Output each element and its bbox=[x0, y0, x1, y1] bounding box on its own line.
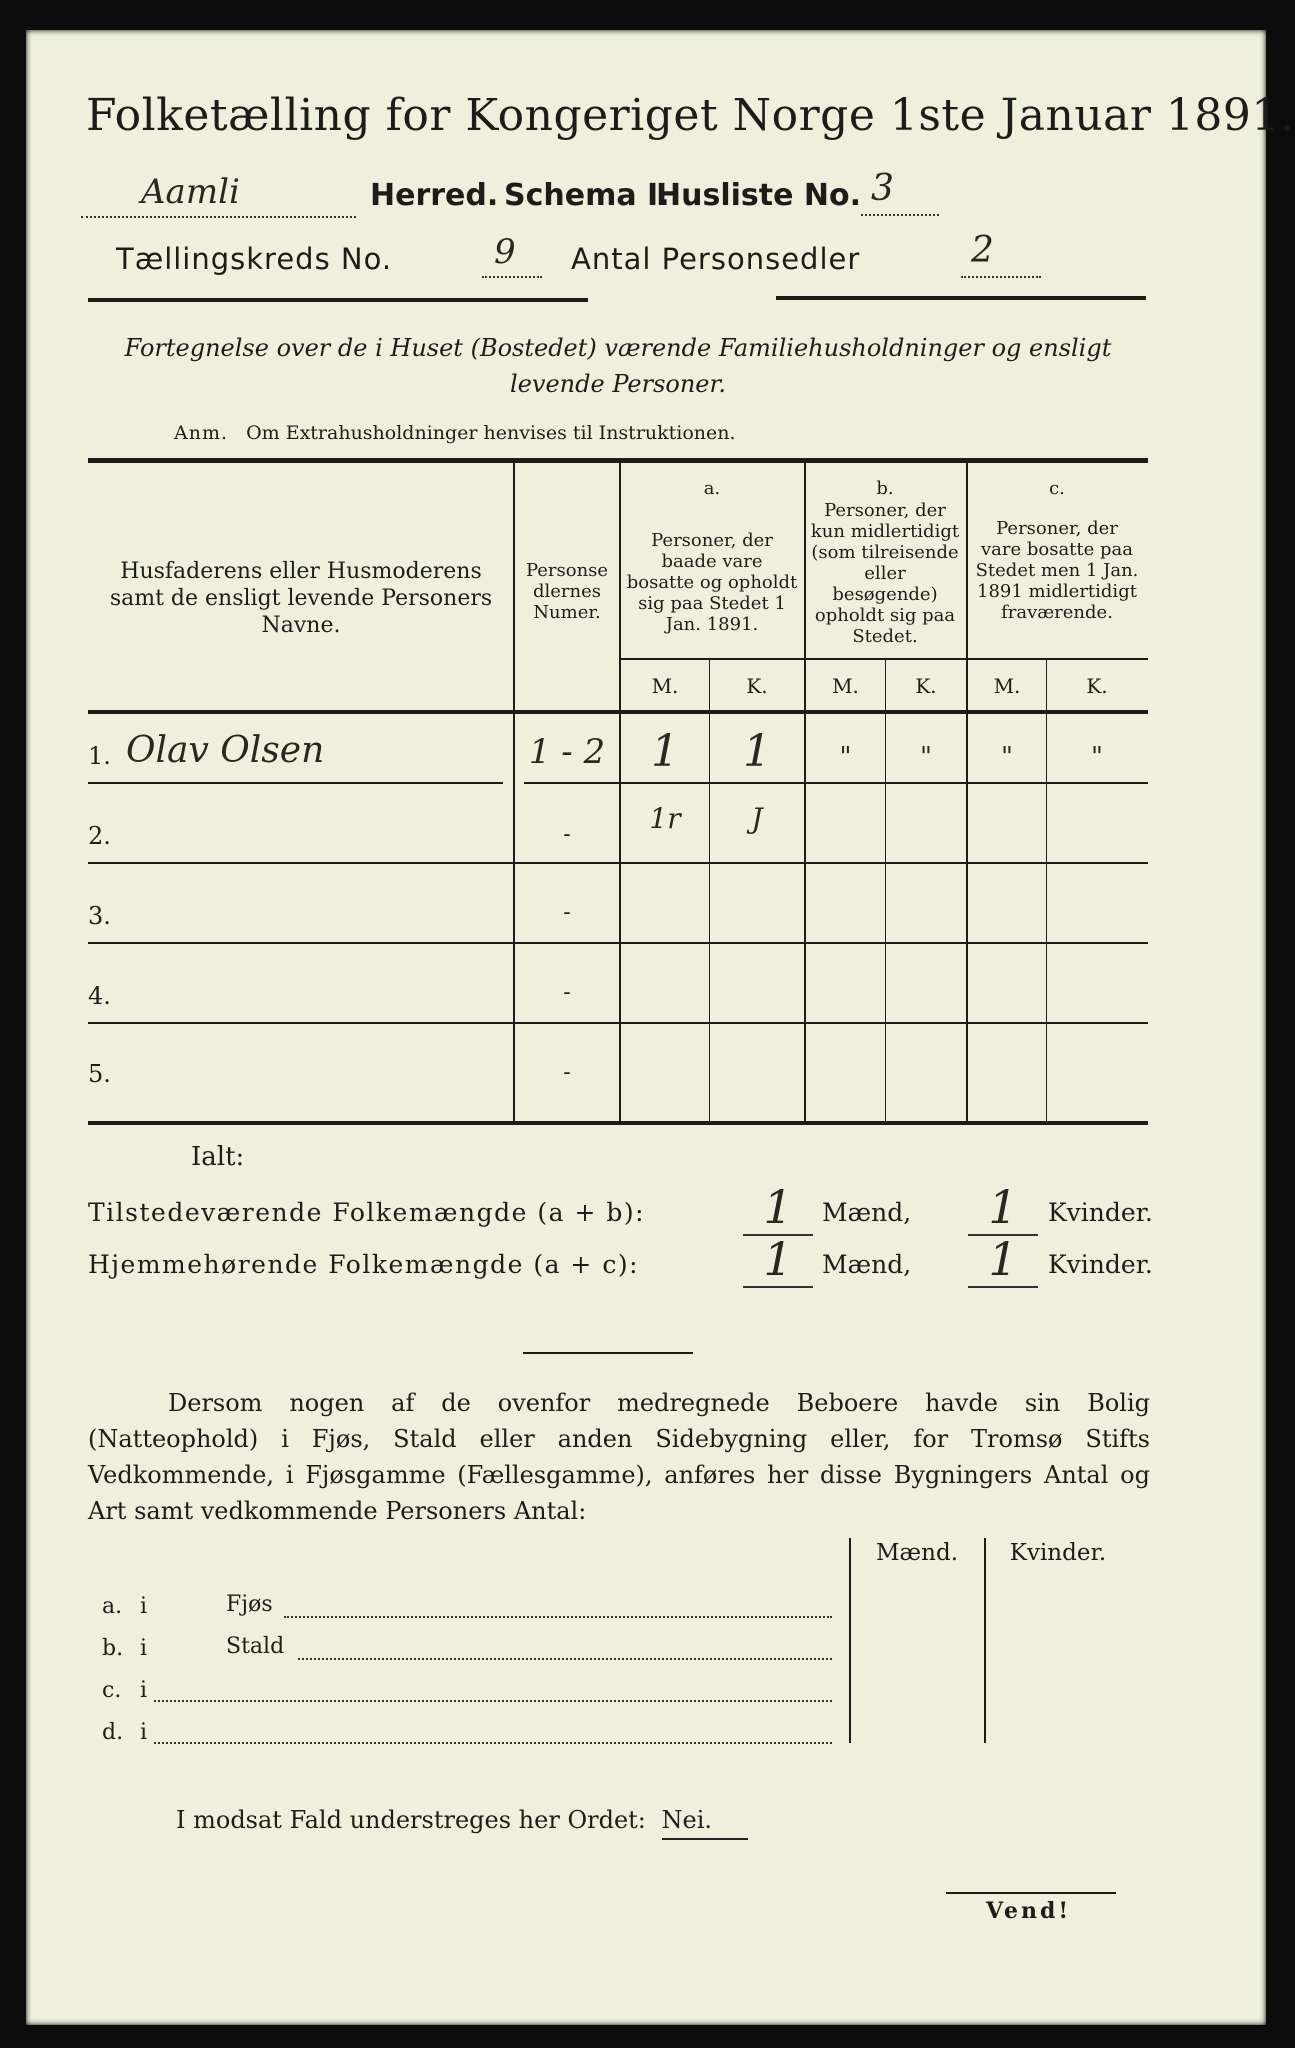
modsat-line bbox=[176, 1806, 748, 1834]
row-num: - bbox=[563, 822, 571, 847]
am-head: M. bbox=[651, 674, 679, 698]
row-bm: " bbox=[839, 742, 852, 772]
kreds-label: Tællingskreds No. bbox=[116, 242, 393, 276]
row-ak: J bbox=[751, 802, 763, 835]
anm-label: Anm. bbox=[174, 422, 229, 444]
col-divider bbox=[804, 463, 806, 1123]
anm-text: Om Extrahusholdninger henvises til Instruktionen. bbox=[246, 422, 736, 444]
row-cm: " bbox=[1001, 742, 1013, 772]
row-no: 1. bbox=[88, 742, 111, 770]
item-dots bbox=[154, 1740, 832, 1744]
item-i: i bbox=[140, 1678, 148, 1703]
schema-label: Schema I. bbox=[504, 178, 670, 213]
hjemme-k: 1 bbox=[968, 1232, 1038, 1288]
row-am: 1r bbox=[649, 802, 681, 835]
row-name: Olav Olsen bbox=[126, 730, 325, 771]
item-letter: a. bbox=[102, 1594, 123, 1619]
buildings-maend-head: Mænd. bbox=[875, 1540, 959, 1566]
item-i: i bbox=[140, 1594, 148, 1619]
buildings-divider bbox=[849, 1538, 851, 1743]
hjemme-label: Hjemmehørende Folkemængde (a + c): bbox=[88, 1250, 639, 1279]
col-divider bbox=[1046, 660, 1047, 1123]
col-divider bbox=[513, 463, 515, 1123]
row-ak: 1 bbox=[743, 726, 771, 777]
tilstede-kvinder: Kvinder. bbox=[1048, 1198, 1153, 1227]
ak-head: K. bbox=[746, 674, 768, 698]
buildings-kvinder-head: Kvinder. bbox=[1009, 1540, 1107, 1566]
husliste-field bbox=[861, 168, 939, 216]
col-a-letter: a. bbox=[703, 478, 721, 499]
row-no: 4. bbox=[88, 982, 111, 1010]
anm-note bbox=[174, 422, 736, 444]
row-no: 2. bbox=[88, 822, 111, 850]
col-divider bbox=[619, 463, 621, 1123]
ck-head: K. bbox=[1086, 674, 1108, 698]
bm-head: M. bbox=[832, 674, 859, 698]
row-rule bbox=[524, 782, 1148, 784]
hjemme-maend: Mænd, bbox=[822, 1250, 912, 1279]
row-num: - bbox=[563, 900, 571, 925]
table-bottom-rule bbox=[88, 1121, 1148, 1125]
row-rule bbox=[88, 782, 503, 784]
header-rule-left bbox=[88, 298, 588, 302]
buildings-divider bbox=[984, 1538, 986, 1743]
item-dots bbox=[154, 1698, 832, 1702]
row-bk: " bbox=[920, 742, 932, 772]
herred-field bbox=[81, 172, 356, 218]
antal-label: Antal Personsedler bbox=[571, 242, 861, 276]
hjemme-m: 1 bbox=[743, 1232, 813, 1288]
row-rule bbox=[88, 942, 1148, 944]
kreds-field bbox=[482, 232, 542, 278]
herred-label: Herred. bbox=[370, 178, 499, 213]
col-divider bbox=[885, 660, 886, 1123]
item-dots bbox=[298, 1656, 832, 1660]
tilstede-k: 1 bbox=[968, 1180, 1038, 1236]
header-bottom-rule bbox=[88, 710, 1148, 714]
modsat-word: Nei. bbox=[662, 1806, 749, 1840]
kreds-value: 9 bbox=[494, 232, 516, 272]
item-label: Stald bbox=[226, 1634, 285, 1659]
husliste-value: 3 bbox=[871, 168, 894, 209]
cm-head: M. bbox=[993, 674, 1021, 698]
ialt-label: Ialt: bbox=[191, 1142, 245, 1172]
intro-text: Fortegnelse over de i Huset (Bostedet) værende Familiehusholdninger og ensligt levende Personer. bbox=[124, 334, 1112, 398]
mk-rule bbox=[621, 658, 1148, 660]
row-ck: " bbox=[1091, 742, 1103, 772]
row-num: 1 - 2 bbox=[528, 732, 606, 772]
col-c-header: Personer, der vare bosatte paa Stedet men 1 Jan. 1891 midlertidigt fraværende. bbox=[975, 518, 1139, 623]
tilstede-m: 1 bbox=[743, 1180, 813, 1236]
antal-value: 2 bbox=[971, 230, 994, 271]
row-no: 5. bbox=[88, 1060, 111, 1088]
row-rule bbox=[88, 1022, 1148, 1024]
herred-value: Aamli bbox=[141, 172, 240, 212]
header-rule-right bbox=[776, 296, 1146, 300]
table-top-rule bbox=[88, 458, 1148, 463]
col-b-header: Personer, der kun midlertidigt (som tilreisende eller besøgende) opholdt sig paa Stedet. bbox=[810, 500, 960, 647]
tilstede-maend: Mænd, bbox=[822, 1198, 912, 1227]
antal-field bbox=[961, 230, 1041, 278]
row-num: - bbox=[563, 1060, 571, 1085]
item-letter: b. bbox=[102, 1636, 124, 1661]
tilstede-label: Tilstedeværende Folkemængde (a + b): bbox=[88, 1198, 646, 1227]
col-header-name: Husfaderens eller Husmoderens samt de ensligt levende Personers Navne. bbox=[109, 559, 493, 638]
row-rule bbox=[88, 862, 1148, 864]
form-title: Folketælling for Kongeriget Norge 1ste Januar 1891. bbox=[86, 90, 1295, 141]
item-i: i bbox=[140, 1636, 148, 1661]
section-divider bbox=[523, 1352, 693, 1354]
hjemme-kvinder: Kvinder. bbox=[1048, 1250, 1153, 1279]
vend-rule bbox=[946, 1892, 1116, 1894]
row-no: 3. bbox=[88, 902, 111, 930]
item-dots bbox=[284, 1614, 832, 1618]
buildings-paragraph: Dersom nogen af de ovenfor medregnede Beboere havde sin Bolig (Natteophold) i Fjøs, Stald eller anden Sidebygning eller, for Tromsø Stifts Vedkommende, i Fjøsgamme (Fællesgamme), anføres her disse Bygningers Antal og Art samt vedkommende Personers Antal: bbox=[88, 1389, 1150, 1525]
modsat-label: I modsat Fald understreges her Ordet: bbox=[176, 1806, 646, 1834]
item-label: Fjøs bbox=[226, 1592, 273, 1617]
col-header-num: Personsedlernes Numer. bbox=[525, 560, 609, 623]
col-divider bbox=[966, 463, 968, 1123]
census-form bbox=[26, 30, 1295, 2025]
hjemme-row bbox=[88, 1232, 1158, 1292]
vend-label: Vend! bbox=[986, 1898, 1072, 1924]
row-num: - bbox=[563, 980, 571, 1005]
item-letter: c. bbox=[102, 1678, 122, 1703]
col-c-letter: c. bbox=[1049, 478, 1065, 499]
col-b-letter: b. bbox=[876, 478, 894, 499]
row-am: 1 bbox=[651, 726, 679, 777]
col-a-header: Personer, der baade vare bosatte og opholdt sig paa Stedet 1 Jan. 1891. bbox=[626, 530, 798, 635]
item-letter: d. bbox=[102, 1720, 124, 1745]
husliste-label: Husliste No. bbox=[656, 178, 861, 213]
item-i: i bbox=[140, 1720, 148, 1745]
bk-head: K. bbox=[915, 674, 937, 698]
